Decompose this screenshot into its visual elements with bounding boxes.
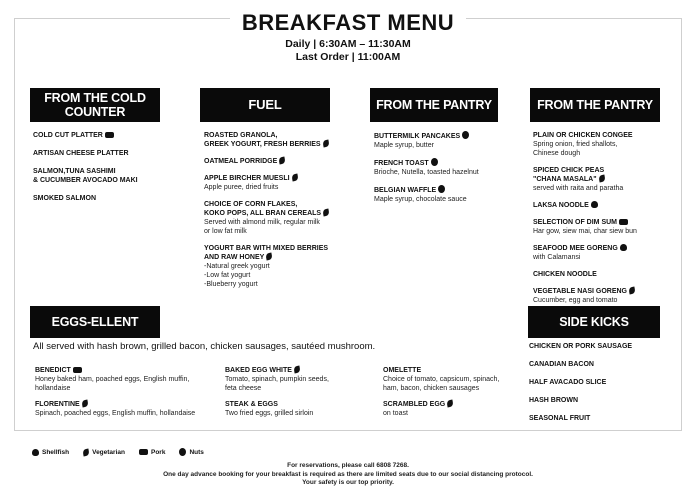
menu-item-description: Brioche, Nutella, toasted hazelnut — [374, 169, 479, 176]
menu-item-name: SPICED CHICK PEAS "CHANA MASALA" — [533, 167, 605, 183]
pantry-1-list — [374, 131, 524, 212]
menu-item-name: YOGURT BAR WITH MIXED BERRIES AND RAW HONEY — [204, 245, 329, 261]
menu-item — [33, 194, 193, 203]
menu-item — [533, 218, 678, 236]
nuts-icon — [431, 158, 438, 166]
legend-label: Nuts — [189, 448, 204, 456]
menu-item-name: STEAK & EGGS — [225, 401, 278, 408]
menu-item — [33, 149, 193, 158]
shellfish-icon — [591, 201, 598, 208]
menu-item-name: ROASTED GRANOLA, GREEK YOGURT, FRESH BERRIES — [204, 131, 364, 149]
fuel-list — [204, 131, 364, 297]
section-title-eggs-ellent: EGGS-ELLENT — [30, 306, 160, 338]
menu-item — [33, 131, 193, 140]
eggs-list-2 — [225, 366, 375, 425]
menu-item — [204, 174, 364, 192]
menu-item-description: Har gow, siew mai, char siew bun — [533, 228, 637, 235]
menu-item-name: SELECTION OF DIM SUM — [533, 218, 678, 227]
menu-item — [533, 244, 678, 262]
nuts-icon — [179, 448, 186, 456]
hours-daily: Daily | 6:30AM – 11:30AM — [285, 38, 411, 50]
legend-label: Vegetarian — [92, 448, 125, 456]
menu-item-description: Spring onion, fried shallots, Chinese dough — [533, 141, 618, 157]
menu-item-name: FLORENTINE — [35, 400, 220, 409]
legend-label: Shellfish — [42, 448, 70, 456]
vegetarian-icon — [266, 253, 273, 261]
menu-item-name: FRENCH TOAST — [374, 158, 524, 168]
side-kicks-list — [529, 342, 674, 432]
menu-item-name: PLAIN OR CHICKEN CONGEE — [533, 132, 633, 139]
menu-item-name: SMOKED SALMON — [33, 195, 96, 202]
menu-item-name: CANADIAN BACON — [529, 361, 594, 368]
menu-item — [533, 131, 678, 158]
menu-item-description: on toast — [383, 410, 408, 417]
eggs-list-3 — [383, 366, 523, 425]
menu-item — [204, 244, 364, 289]
vegetarian-icon — [447, 400, 454, 408]
legend-item — [30, 449, 69, 456]
vegetarian-icon — [279, 157, 286, 165]
pork-icon — [105, 132, 114, 138]
menu-title: BREAKFAST MENU — [230, 10, 466, 36]
vegetarian-icon — [628, 287, 635, 295]
nuts-icon — [438, 185, 445, 193]
vegetarian-icon — [83, 448, 90, 456]
menu-item — [204, 131, 364, 149]
menu-item-name: ARTISAN CHEESE PLATTER — [33, 150, 129, 157]
menu-item-name: LAKSA NOODLE — [533, 201, 678, 210]
menu-item-description: Served with almond milk, regular milk or low fat milk — [204, 219, 320, 235]
footer-advance-booking: One day advance booking for your breakfast is required as there are limited seats due to our social distancing protocol. — [163, 470, 533, 478]
menu-item-name: HALF AVACADO SLICE — [529, 379, 607, 386]
menu-item-name: CHOICE OF CORN FLAKES, KOKO POPS, ALL BRAN CEREALS — [204, 200, 364, 218]
menu-item-name: BENEDICT — [35, 366, 220, 375]
shellfish-icon — [32, 449, 39, 456]
eggs-list-1 — [35, 366, 220, 425]
menu-item-name: COLD CUT PLATTER — [33, 131, 193, 140]
menu-item — [35, 366, 220, 393]
section-title-pantry-1: FROM THE PANTRY — [370, 88, 498, 122]
menu-item-name: HASH BROWN — [529, 397, 578, 404]
menu-item — [529, 342, 674, 351]
menu-item — [529, 378, 674, 387]
menu-item-description: Apple puree, dried fruits — [204, 184, 279, 191]
menu-item — [529, 360, 674, 369]
dietary-legend — [30, 448, 204, 456]
menu-item-description: Cucumber, egg and tomato — [533, 297, 618, 304]
shellfish-icon — [620, 244, 627, 251]
menu-item-name: OATMEAL PORRIDGE — [204, 157, 364, 166]
menu-item — [533, 270, 678, 279]
vegetarian-icon — [81, 400, 88, 408]
menu-item — [225, 366, 375, 393]
menu-item-description: with Calamansi — [533, 254, 581, 261]
menu-item — [533, 287, 678, 305]
menu-item-description: Two fried eggs, grilled sirloin — [225, 410, 314, 417]
menu-item-name: SCRAMBLED EGG — [383, 400, 523, 409]
pork-icon — [73, 367, 82, 373]
footer-reservations: For reservations, please call 6808 7268. — [287, 462, 409, 469]
section-title-fuel: FUEL — [200, 88, 330, 122]
section-title-pantry-2: FROM THE PANTRY — [530, 88, 660, 122]
pork-icon — [619, 219, 628, 225]
menu-item — [374, 131, 524, 150]
vegetarian-icon — [598, 175, 605, 183]
menu-item-name: SEASONAL FRUIT — [529, 415, 591, 422]
footer-safety: Your safety is our top priority. — [302, 479, 394, 486]
section-title-side-kicks: SIDE KICKS — [528, 306, 660, 338]
menu-item-description: Spinach, poached eggs, English muffin, hollandaise — [35, 410, 196, 417]
menu-item — [204, 157, 364, 166]
menu-item — [374, 185, 524, 204]
legend-item — [177, 448, 203, 456]
menu-item — [204, 200, 364, 236]
menu-item-name: SALMON,TUNA SASHIMI & CUCUMBER AVOCADO MAKI — [33, 168, 138, 184]
menu-item-name: OMELETTE — [383, 367, 422, 374]
vegetarian-icon — [293, 366, 300, 374]
menu-item-description: Maple syrup, butter — [374, 142, 434, 149]
menu-item — [35, 400, 220, 418]
legend-item — [137, 449, 165, 456]
menu-item-description: Choice of tomato, capsicum, spinach, ham, bacon, chicken sausages — [383, 376, 500, 392]
menu-item-name: BUTTERMILK PANCAKES — [374, 131, 524, 141]
eggs-served-with: All served with hash brown, grilled bacon, chicken sausages, sautéed mushroom. — [33, 341, 376, 352]
nuts-icon — [462, 131, 469, 139]
menu-item — [383, 400, 523, 418]
menu-item-name: CHICKEN OR PORK SAUSAGE — [529, 343, 633, 350]
menu-item-name: BELGIAN WAFFLE — [374, 185, 524, 195]
menu-item — [225, 400, 375, 418]
hours-last-order: Last Order | 11:00AM — [295, 51, 401, 63]
menu-item — [533, 201, 678, 210]
menu-item — [529, 396, 674, 405]
menu-item-description: -Natural greek yogurt -Low fat yogurt -Blueberry yogurt — [204, 263, 270, 288]
legend-item — [81, 449, 125, 456]
menu-item — [383, 366, 523, 393]
menu-item-name: SEAFOOD MEE GORENG — [533, 244, 678, 253]
menu-item-name: CHICKEN NOODLE — [533, 271, 597, 278]
legend-label: Pork — [150, 448, 166, 456]
footer — [0, 462, 696, 488]
pantry-2-list — [533, 131, 678, 313]
menu-item-name: APPLE BIRCHER MUESLI — [204, 174, 364, 183]
menu-item — [533, 166, 678, 193]
vegetarian-icon — [322, 140, 329, 148]
title-bar — [0, 10, 696, 36]
menu-item-description: served with raita and paratha — [533, 185, 624, 192]
menu-item-name: BAKED EGG WHITE — [225, 366, 375, 375]
menu-item-description: Maple syrup, chocolate sauce — [374, 196, 467, 203]
menu-item-description: Honey baked ham, poached eggs, English muffin, hollandaise — [35, 376, 190, 392]
menu-item — [529, 414, 674, 423]
cold-counter-list — [33, 131, 193, 212]
menu-item — [33, 167, 193, 185]
menu-item-name: VEGETABLE NASI GORENG — [533, 287, 678, 296]
menu-item — [374, 158, 524, 177]
section-title-cold-counter: FROM THE COLD COUNTER — [30, 88, 160, 122]
vegetarian-icon — [323, 209, 330, 217]
menu-item-description: Tomato, spinach, pumpkin seeds, feta cheese — [225, 376, 329, 392]
pork-icon — [139, 449, 148, 455]
vegetarian-icon — [291, 174, 298, 182]
